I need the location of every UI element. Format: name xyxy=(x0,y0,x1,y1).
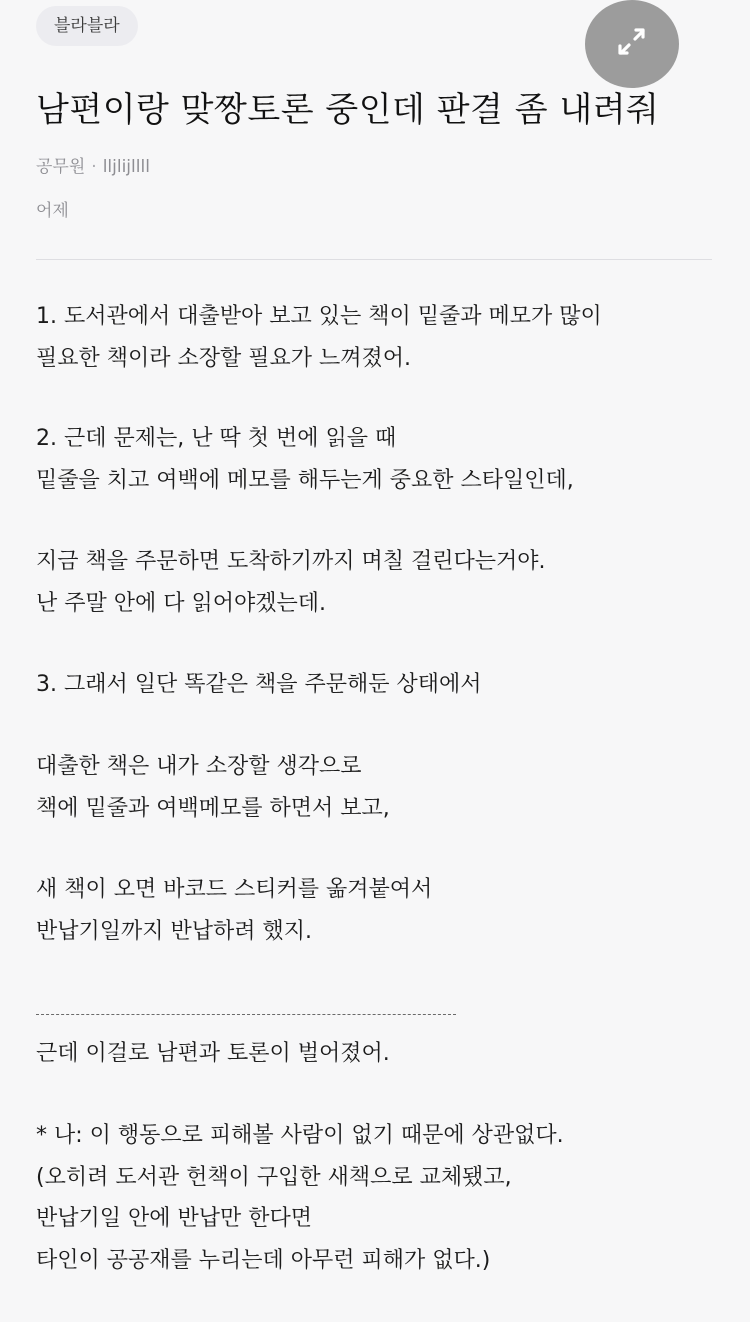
post-date: 어제 xyxy=(36,201,69,221)
post-line: 밑줄을 치고 여백에 메모를 해두는게 중요한 스타일인데, xyxy=(36,468,574,493)
post-line: 3. 그래서 일단 똑같은 책을 주문해둔 상태에서 xyxy=(36,672,482,697)
author-nickname[interactable]: lljlijllll xyxy=(102,157,150,177)
expand-arrows-icon xyxy=(610,20,654,68)
author-meta xyxy=(36,152,150,177)
category-tag[interactable]: 블라블라 xyxy=(36,6,138,46)
post-line: 난 주말 안에 다 읽어야겠는데. xyxy=(36,591,326,616)
post-title: 남편이랑 맞짱토론 중인데 판결 좀 내려줘 xyxy=(36,90,660,130)
post-line: 새 책이 오면 바코드 스티커를 옮겨붙여서 xyxy=(36,877,433,902)
meta-separator: · xyxy=(91,157,97,177)
dashed-divider xyxy=(36,1014,456,1015)
post-line: 책에 밑줄과 여백메모를 하면서 보고, xyxy=(36,796,390,821)
post-line: 1. 도서관에서 대출받아 보고 있는 책이 밑줄과 메모가 많이 xyxy=(36,304,602,329)
expand-button[interactable] xyxy=(585,0,679,88)
post-line: 2. 근데 문제는, 난 딱 첫 번에 읽을 때 xyxy=(36,426,397,451)
post-line: 반납기일 안에 반납만 한다면 xyxy=(36,1206,313,1231)
header-divider xyxy=(36,259,712,260)
post-line: 타인이 공공재를 누리는데 아무런 피해가 없다.) xyxy=(36,1248,491,1273)
post-line: 지금 책을 주문하면 도착하기까지 며칠 걸린다는거야. xyxy=(36,549,546,574)
post-line: * 나: 이 행동으로 피해볼 사람이 없기 때문에 상관없다. xyxy=(36,1123,564,1148)
post-line: (오히려 도서관 헌책이 구입한 새책으로 교체됐고, xyxy=(36,1165,512,1190)
author-company: 공무원 xyxy=(36,157,86,177)
post-line: 근데 이걸로 남편과 토론이 벌어졌어. xyxy=(36,1041,390,1066)
post-line: 대출한 책은 내가 소장할 생각으로 xyxy=(36,754,362,779)
post-line: 필요한 책이라 소장할 필요가 느껴졌어. xyxy=(36,346,411,371)
post-line: 반납기일까지 반납하려 했지. xyxy=(36,919,313,944)
